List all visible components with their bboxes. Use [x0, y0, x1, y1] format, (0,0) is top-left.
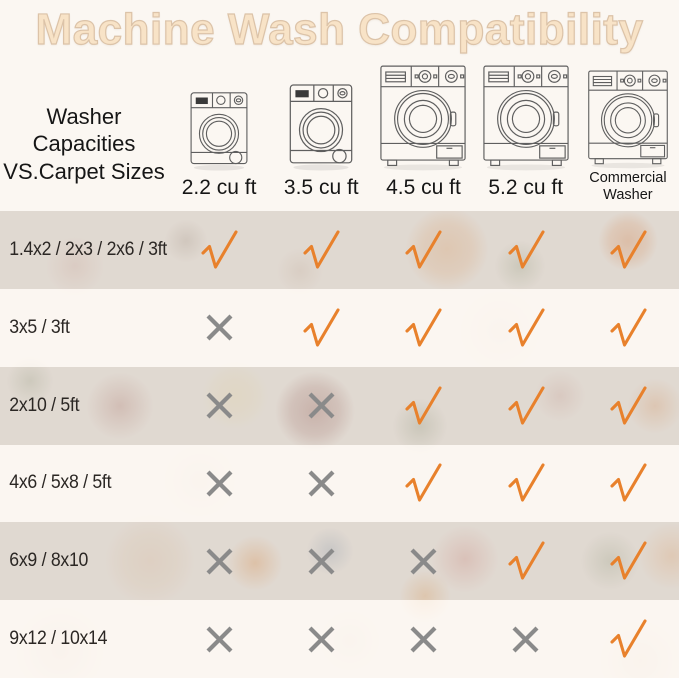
check-mark-icon	[606, 306, 650, 350]
capacity-label: 2.2 cu ft	[181, 176, 257, 199]
mark-cell	[372, 384, 474, 428]
check-mark-icon	[504, 384, 548, 428]
washer-column-4	[475, 55, 577, 205]
mark-cell	[577, 539, 679, 583]
washer-small-glyph	[189, 91, 249, 171]
mark-cell	[168, 390, 270, 421]
capacity-label-line: Commercial	[589, 170, 667, 187]
capacity-label: 4.5 cu ft	[386, 176, 461, 199]
washer-large-glyph	[586, 68, 670, 169]
caption-line-2: VS.Carpet Sizes	[3, 158, 165, 184]
washer-small-icon	[189, 55, 249, 171]
check-mark-icon	[401, 228, 445, 272]
capacity-label	[589, 169, 666, 205]
washer-large-icon	[378, 55, 468, 171]
table-row	[0, 445, 679, 523]
check-mark-icon	[504, 461, 548, 505]
check-mark-icon	[401, 384, 445, 428]
cross-mark-icon	[510, 624, 541, 655]
table-row	[0, 367, 679, 445]
mark-cell	[168, 624, 270, 655]
compatibility-table	[0, 211, 679, 678]
mark-cell	[372, 461, 474, 505]
mark-cell	[475, 624, 577, 655]
washer-column-2	[270, 55, 372, 205]
capacity-label-line: Washer	[603, 187, 653, 203]
washer-small-glyph	[288, 83, 354, 171]
check-mark-icon	[401, 306, 445, 350]
carpet-size-label: 4x6 / 5x8 / 5ft	[9, 472, 112, 494]
carpet-size-label: 3x5 / 3ft	[9, 316, 70, 338]
mark-cell	[577, 384, 679, 428]
check-mark-icon	[606, 384, 650, 428]
washer-column-3	[372, 55, 474, 205]
mark-cell	[270, 468, 372, 499]
washer-large-icon	[586, 55, 670, 169]
table-rows	[0, 211, 679, 678]
washer-large-glyph	[378, 63, 468, 171]
page-title: Machine Wash Compatibility	[35, 5, 644, 54]
cross-mark-icon	[204, 312, 235, 343]
check-mark-icon	[504, 306, 548, 350]
mark-cell	[475, 461, 577, 505]
mark-cell	[372, 228, 474, 272]
cross-mark-icon	[204, 624, 235, 655]
mark-cell	[372, 546, 474, 577]
mark-cell	[475, 539, 577, 583]
check-mark-icon	[299, 306, 343, 350]
mark-cell	[475, 228, 577, 272]
carpet-size-label: 2x10 / 5ft	[9, 394, 80, 416]
carpet-size-label: 1.4x2 / 2x3 / 2x6 / 3ft	[9, 238, 167, 260]
axis-caption	[0, 75, 168, 186]
cross-mark-icon	[306, 390, 337, 421]
mark-cell	[577, 306, 679, 350]
cross-mark-icon	[204, 390, 235, 421]
cross-mark-icon	[306, 546, 337, 577]
check-mark-icon	[606, 461, 650, 505]
mark-cell	[372, 624, 474, 655]
mark-cell	[270, 624, 372, 655]
check-mark-icon	[401, 461, 445, 505]
cross-mark-icon	[204, 468, 235, 499]
cross-mark-icon	[204, 546, 235, 577]
mark-cell	[168, 228, 270, 272]
mark-cell	[475, 384, 577, 428]
mark-cell	[168, 312, 270, 343]
mark-cell	[577, 461, 679, 505]
washer-column-1	[168, 55, 270, 205]
mark-cell	[270, 306, 372, 350]
carpet-size-label: 9x12 / 10x14	[9, 628, 108, 650]
washer-large-glyph	[481, 63, 571, 171]
mark-cell	[577, 228, 679, 272]
mark-cell	[168, 546, 270, 577]
mark-cell	[168, 468, 270, 499]
cross-mark-icon	[408, 624, 439, 655]
mark-cell	[475, 306, 577, 350]
cross-mark-icon	[408, 546, 439, 577]
check-mark-icon	[606, 617, 650, 661]
caption-line-1: Washer Capacities	[32, 103, 136, 157]
capacity-label: 3.5 cu ft	[283, 176, 359, 199]
capacity-label: 5.2 cu ft	[488, 176, 564, 199]
mark-cell	[372, 306, 474, 350]
check-mark-icon	[299, 228, 343, 272]
carpet-size-label: 6x9 / 8x10	[9, 550, 89, 572]
cross-mark-icon	[306, 624, 337, 655]
table-row	[0, 600, 679, 678]
mark-cell	[270, 390, 372, 421]
mark-cell	[577, 617, 679, 661]
check-mark-icon	[606, 228, 650, 272]
table-header	[0, 55, 679, 205]
table-row	[0, 211, 679, 289]
table-row	[0, 522, 679, 600]
washer-column-5	[577, 55, 679, 205]
mark-cell	[270, 228, 372, 272]
check-mark-icon	[504, 228, 548, 272]
cross-mark-icon	[306, 468, 337, 499]
washer-small-icon	[288, 55, 354, 171]
table-row	[0, 289, 679, 367]
washer-large-icon	[481, 55, 571, 171]
check-mark-icon	[606, 539, 650, 583]
mark-cell	[270, 546, 372, 577]
check-mark-icon	[197, 228, 241, 272]
check-mark-icon	[504, 539, 548, 583]
